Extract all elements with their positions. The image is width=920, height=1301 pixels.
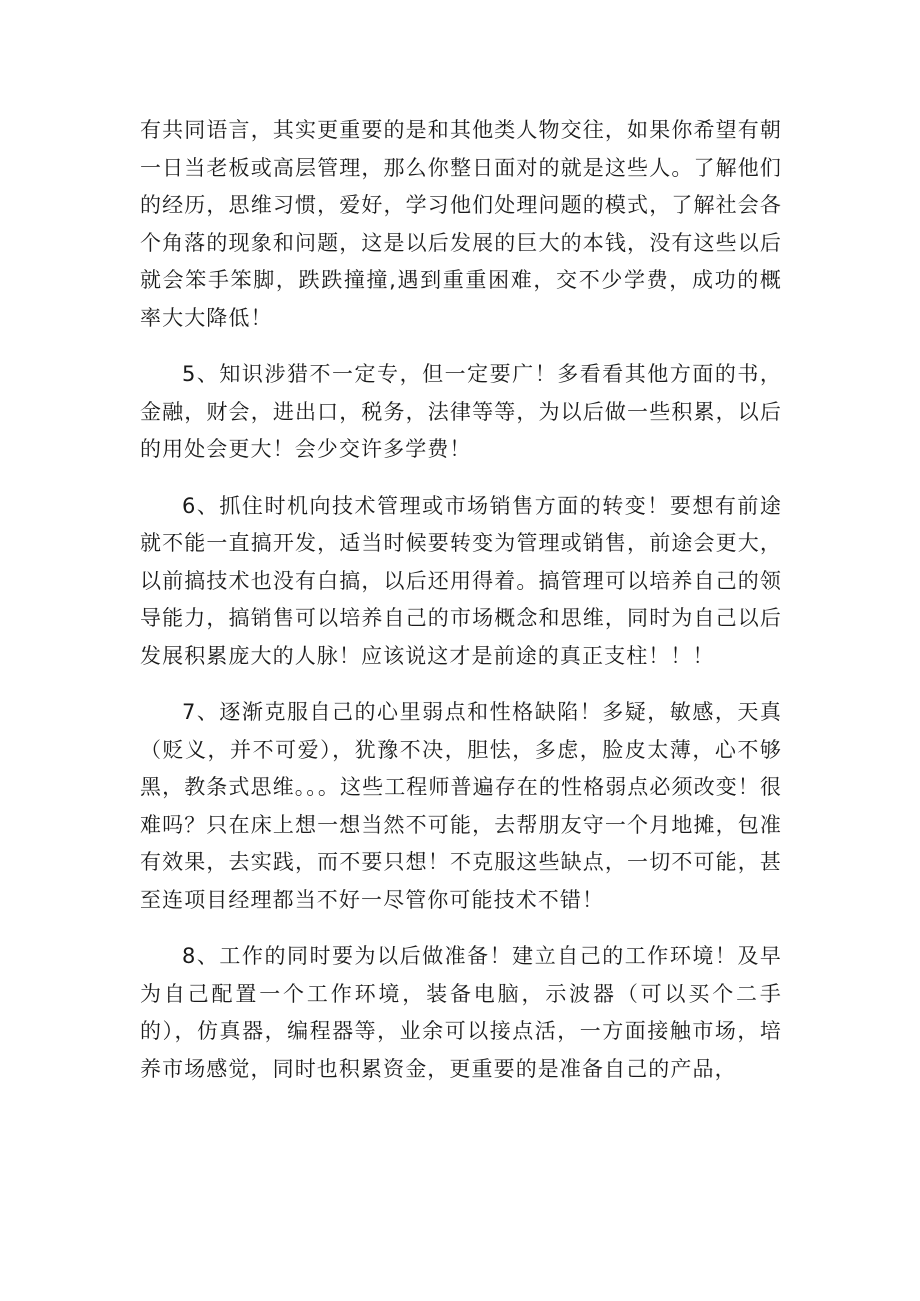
paragraph-item-6: 6、抓住时机向技术管理或市场销售方面的转变！要想有前途就不能一直搞开发，适当时候要转变为管理或销售，前途会更大，以前搞技术也没有白搞，以后还用得着。搞管理可以培养自己的领导能力，搞销售可以培养自己的市场概念和思维，同时为自己以后发展积累庞大的人脉！应该说这才是前途的真正支柱！！！ [140,493,782,668]
document-page [140,112,782,1088]
paragraph-item-7: 7、逐渐克服自己的心里弱点和性格缺陷！多疑，敏感，天真（贬义，并不可爱），犹豫不决，胆怯，多虑，脸皮太薄，心不够黑，教条式思维。。。这些工程师普遍存在的性格弱点必须改变！很难吗？只在床上想一想当然不可能，去帮朋友守一个月地摊，包准有效果，去实践，而不要只想！不克服这些缺点，一切不可能，甚至连项目经理都当不好一尽管你可能技术不错！ [140,700,782,912]
paragraph-continuation: 有共同语言，其实更重要的是和其他类人物交往，如果你希望有朝一日当老板或高层管理，那么你整日面对的就是这些人。了解他们的经历，思维习惯，爱好，学习他们处理问题的模式，了解社会各个角落的现象和问题，这是以后发展的巨大的本钱，没有这些以后就会笨手笨脚，跌跌撞撞,遇到重重困难，交不少学费，成功的概率大大降低！ [140,118,782,330]
paragraph-item-5: 5、知识涉猎不一定专，但一定要广！多看看其他方面的书，金融，财会，进出口，税务，法律等等，为以后做一些积累，以后的用处会更大！会少交许多学费！ [140,362,782,461]
paragraph-item-8: 8、工作的同时要为以后做准备！建立自己的工作环境！及早为自己配置一个工作环境，装备电脑，示波器（可以买个二手的），仿真器，编程器等，业余可以接点活，一方面接触市场，培养市场感觉，同时也积累资金，更重要的是准备自己的产品， [140,944,782,1081]
